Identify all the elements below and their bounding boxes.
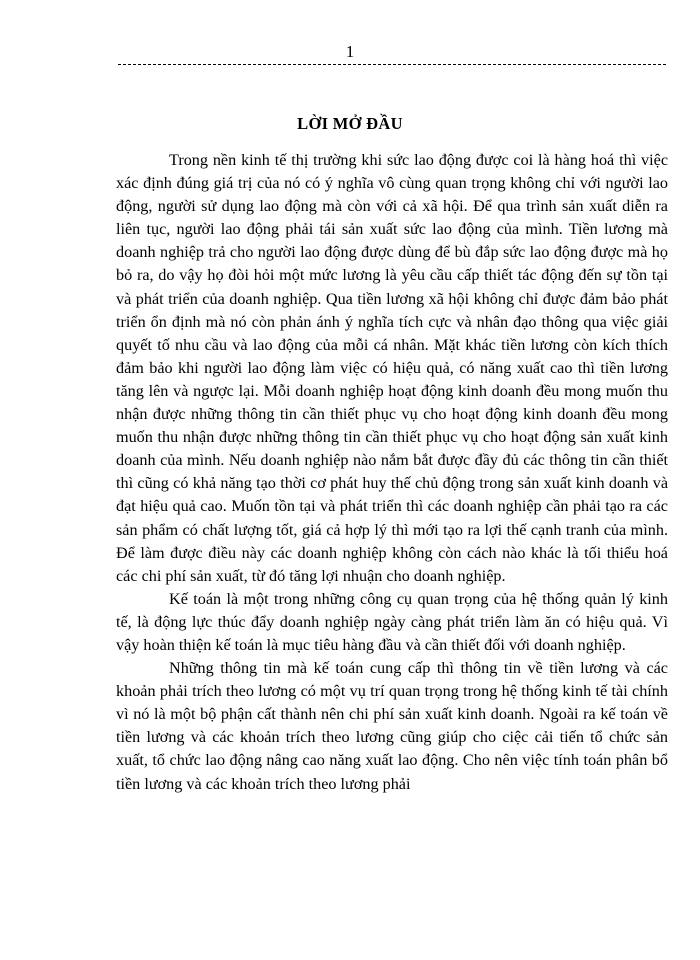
page-number: 1: [345, 42, 355, 61]
document-body: [116, 149, 668, 796]
document-title: LỜI MỞ ĐẦU: [297, 114, 403, 133]
header-rule: [118, 64, 666, 65]
paragraph-3: Những thông tin mà kế toán cung cấp thì thông tin về tiền lương và các khoản phải trích theo lương có một vụ trí quan trọng trong hệ thống kinh tế tài chính vì nó là một bộ phận cất thành nên chi phí sản xuất kinh doanh. Ngoài ra kế toán về tiền lương và các khoản trích theo lương cũng giúp cho ciệc cải tiến tổ chức sản xuất, tổ chức lao động nâng cao năng xuất lao động. Cho nên việc tính toán phân bổ tiền lương và các khoản trích theo lương phải: [116, 659, 668, 793]
paragraph-2: Kế toán là một trong những công cụ quan trọng của hệ thống quản lý kinh tế, là động lực thúc đẩy doanh nghiệp ngày càng phát triển làm ăn có hiệu quả. Vì vậy hoàn thiện kế toán là mục tiêu hàng đầu và cần thiết đối với doanh nghiệp.: [116, 589, 668, 654]
paragraph-1: Trong nền kinh tế thị trường khi sức lao động được coi là hàng hoá thì việc xác định đúng giá trị của nó có ý nghĩa vô cùng quan trọng không chỉ với người lao động, người sử dụng lao động mà còn với cả xã hội. Để qua trình sản xuất diễn ra liên tục, người lao động phải tái sản xuất sức lao động của mình. Tiền lương mà doanh nghiệp trả cho người lao động được dùng để bù đắp sức lao động được mà họ bỏ ra, do vậy họ đòi hỏi một mức lương là yêu cầu cấp thiết tác động đến sự tồn tại và phát triển của doanh nghiệp. Qua tiền lương xã hội không chỉ được đảm bảo phát triển ổn định mà nó còn phản ánh ý nghĩa tích cực và nhân đạo thông qua việc giải quyết tố nhu cầu và lao động của mỗi cá nhân. Mặt khác tiền lương còn kích thích đảm bảo khi người lao động làm việc có hiệu quả, có năng xuất cao thì tiền lương tăng lên và ngược lại. Mỗi doanh nghiệp hoạt động kinh doanh đều mong muốn thu nhận được những thông tin cần thiết phục vụ cho hoạt động kinh doanh đều mong muốn thu nhận được những thông tin cần thiết phục vụ cho hoạt động sản xuất kinh doanh của mình. Nếu doanh nghiệp nào nắm bắt được đầy đủ các thông tin cần thiết thì cũng có khả năng tạo thời cơ phát huy thế chủ động trong sản xuất kinh doanh và đạt hiệu quả cao. Muốn tồn tại và phát triển thì các doanh nghiệp cần phải tạo ra các sản phẩm có chất lượng tốt, giá cả hợp lý thì mới tạo ra lợi thế cạnh tranh của mình. Để làm được điều này các doanh nghiệp không còn cách nào khác là tối thiểu hoá các chi phí sản xuất, từ đó tăng lợi nhuận cho doanh nghiệp.: [116, 151, 668, 585]
